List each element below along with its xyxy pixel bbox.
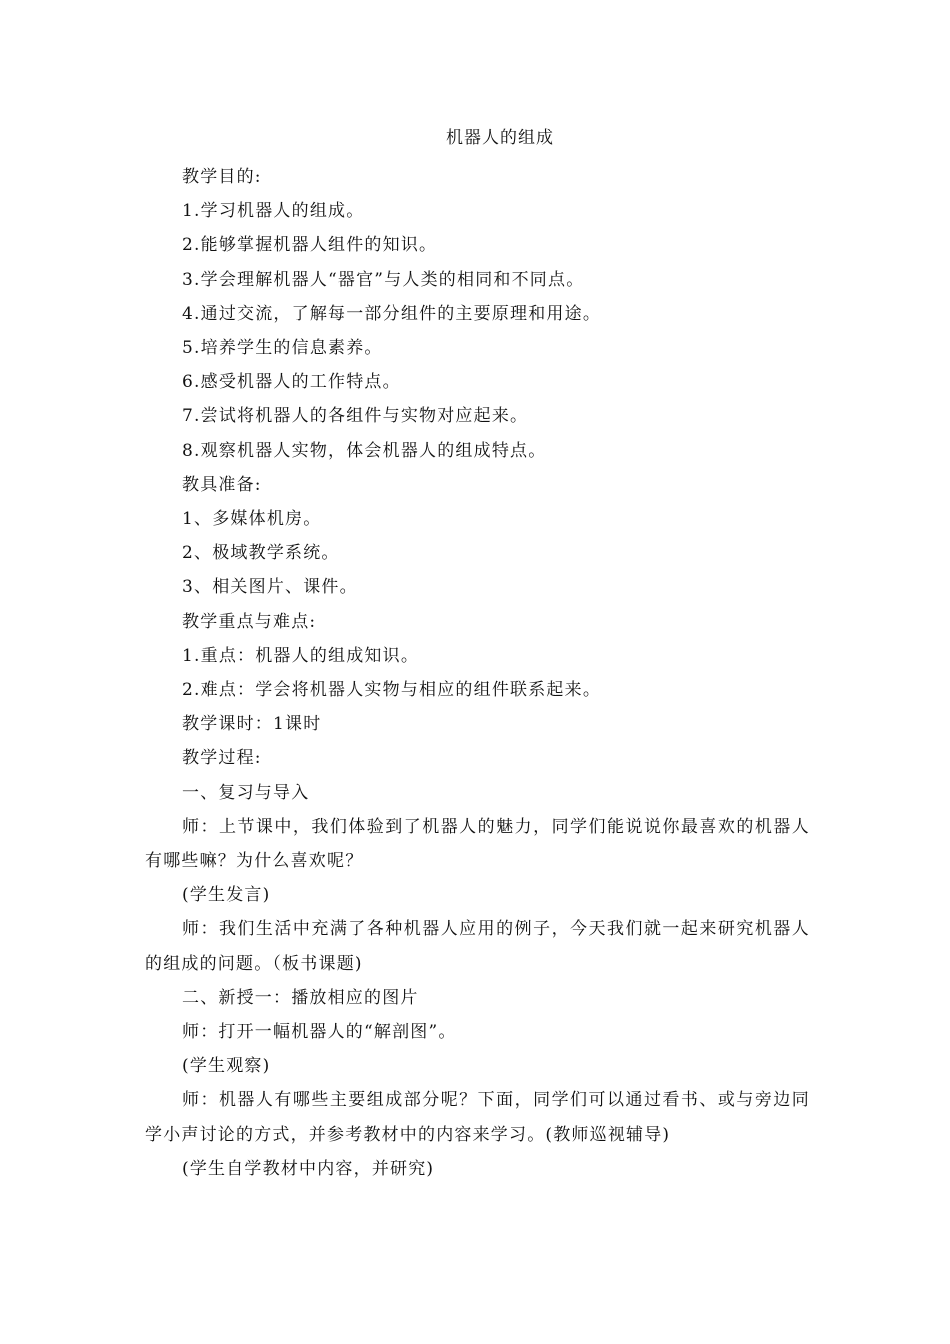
paragraph: 1.学习机器人的组成。 <box>182 201 365 222</box>
paragraph: 教具准备: <box>182 474 262 495</box>
paragraph: 6.感受机器人的工作特点。 <box>182 372 401 393</box>
paragraph: 师：上节课中，我们体验到了机器人的魅力，同学们能说说你最喜欢的机器人有哪些嘛？为什么喜欢呢？ <box>145 816 810 872</box>
paragraph: 2.能够掌握机器人组件的知识。 <box>182 235 438 256</box>
paragraph: 教学重点与难点: <box>182 611 317 632</box>
paragraph: 4.通过交流，了解每一部分组件的主要原理和用途。 <box>182 303 602 324</box>
paragraph: 3.学会理解机器人“器官”与人类的相同和不同点。 <box>182 269 585 290</box>
paragraph: 二、新授一：播放相应的图片 <box>182 987 419 1008</box>
paragraph: (学生观察) <box>182 1056 271 1077</box>
paragraph: 5.培养学生的信息素养。 <box>182 338 383 359</box>
paragraph: 教学过程: <box>182 748 262 769</box>
paragraph: 师：我们生活中充满了各种机器人应用的例子，今天我们就一起来研究机器人的组成的问题。（板书课题) <box>145 919 810 974</box>
paragraph: 1.重点：机器人的组成知识。 <box>182 645 420 666</box>
paragraph: 2.难点：学会将机器人实物与相应的组件联系起来。 <box>182 680 602 701</box>
paragraph: 一、复习与导入 <box>182 782 310 803</box>
paragraph: 师：打开一幅机器人的“解剖图”。 <box>182 1022 457 1043</box>
paragraph: (学生自学教材中内容，并研究) <box>182 1158 435 1179</box>
paragraph: (学生发言) <box>182 885 271 906</box>
paragraph: 3、相关图片、课件。 <box>182 577 358 598</box>
paragraph: 教学目的: <box>182 167 262 187</box>
paragraph: 7.尝试将机器人的各组件与实物对应起来。 <box>182 406 529 427</box>
paragraph: 教学课时：1课时 <box>182 714 322 735</box>
document-title: 机器人的组成 <box>446 128 554 148</box>
paragraph: 2、极域教学系统。 <box>182 543 340 564</box>
paragraph: 8.观察机器人实物，体会机器人的组成特点。 <box>182 440 547 461</box>
document-body <box>145 160 810 1186</box>
paragraph: 1、多媒体机房。 <box>182 509 322 530</box>
paragraph: 师：机器人有哪些主要组成部分呢？下面，同学们可以通过看书、或与旁边同学小声讨论的方式，并参考教材中的内容来学习。(教师巡视辅导) <box>145 1090 810 1145</box>
